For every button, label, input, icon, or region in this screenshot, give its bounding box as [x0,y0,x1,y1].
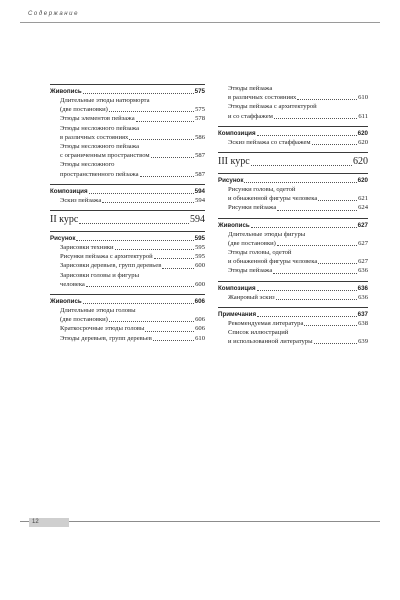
dot-leader [274,118,357,119]
entry-title-line: Этюды деревьев, групп деревьев [60,334,152,342]
section-page: 637 [357,310,368,318]
entry-page: 610 [358,94,368,102]
section-title: Композиция [218,284,256,292]
toc-left-column [50,84,205,348]
entry-title-line: Эскиз пейзажа со стаффажем [228,138,311,146]
dot-leader [76,240,193,241]
dot-leader [257,290,357,291]
course-page: 594 [190,214,205,226]
section-heading[interactable] [218,221,368,230]
toc-right-column [218,84,368,351]
entry-title-line: с ограниченным пространством [60,152,150,160]
entry-title-line: и со стаффажем [228,112,273,120]
section-heading[interactable] [50,297,205,306]
entry-title-line: Этюды пейзажа с архитектурой [228,103,317,111]
dot-leader [136,121,194,122]
dot-leader [109,111,194,112]
entry-title-line: Рисунки пейзажа [228,204,277,212]
entry-title-line: Зарисовки головы и фигуры [60,271,140,279]
dot-leader [276,299,358,300]
toc-entry[interactable] [218,185,368,203]
toc-entry[interactable] [50,243,205,252]
toc-entry[interactable] [50,114,205,123]
section-title: Рисунок [218,177,244,185]
toc-entry[interactable] [50,196,205,205]
entry-page: 610 [195,334,205,342]
toc-entry[interactable] [50,142,205,160]
entry-title-line: человека [60,280,85,288]
entry-page: 627 [358,239,368,247]
dot-leader [83,93,194,94]
section-page: 595 [194,235,205,243]
toc-section [50,294,205,343]
dot-leader [257,316,357,317]
section-heading[interactable] [218,310,368,319]
toc-entry[interactable] [50,160,205,178]
dot-leader [314,343,358,344]
toc-course-heading[interactable] [218,152,368,168]
entry-title-line: Эскиз пейзажа [60,196,102,204]
entry-title-line: и обнаженной фигуры человека [228,195,318,203]
entry-title-line: в различных состояниях [60,133,129,141]
toc-section [218,307,368,347]
toc-section [218,173,368,213]
entry-page: 587 [195,170,205,178]
section-heading[interactable] [50,234,205,243]
entry-page: 627 [358,258,368,266]
toc-course-heading[interactable] [50,210,205,226]
entry-page: 600 [195,280,205,288]
dot-leader [318,200,357,201]
dot-leader [115,249,195,250]
section-title: Композиция [50,187,88,195]
toc-entry[interactable] [50,124,205,142]
entry-title-line: пространственного пейзажа [60,170,139,178]
entry-title-line: Рисунки головы, одетой [228,186,296,194]
dot-leader [244,182,356,183]
entry-title-line: Краткосрочные этюды головы [60,325,145,333]
section-heading[interactable] [218,284,368,293]
entry-page: 636 [358,267,368,275]
dot-leader [154,258,194,259]
entry-title-line: в различных состояниях [228,94,297,102]
entry-title-line: Этюды несложного [60,161,115,169]
toc-section [50,84,205,179]
page-number: 12 [32,519,39,525]
section-page: 606 [194,298,205,306]
dot-leader [162,268,194,269]
entry-title-line: Этюды несложного пейзажа [60,143,140,151]
toc-entry[interactable] [50,271,205,289]
dot-leader [297,99,357,100]
dot-leader [86,286,194,287]
entry-page: 578 [195,115,205,123]
section-page: 636 [357,284,368,292]
course-page: 620 [353,156,368,168]
entry-page: 638 [358,319,368,327]
entry-title-line: (две постановки) [228,239,276,247]
entry-page: 636 [358,293,368,301]
toc-entry[interactable] [50,324,205,333]
section-title: Рисунок [50,235,76,243]
entry-page: 586 [195,133,205,141]
entry-page: 639 [358,338,368,346]
toc-section [218,126,368,147]
running-header: Содержание [28,11,80,17]
dot-leader [304,325,357,326]
entry-title-line: Этюды пейзажа [228,85,273,92]
entry-title-line: (две постановки) [60,106,108,114]
section-heading[interactable] [50,187,205,196]
entry-title-line: Этюды несложного пейзажа [60,124,140,132]
toc-entry[interactable] [50,96,205,114]
toc-entry[interactable] [218,293,368,302]
course-title: II курс [50,214,79,226]
entry-page: 595 [195,244,205,252]
section-title: Живопись [218,221,250,229]
toc-entry[interactable] [50,334,205,343]
entry-title-line: Жанровый эскиз [228,293,275,301]
entry-title-line: (две постановки) [60,316,108,324]
entry-page: 600 [195,262,205,270]
section-page: 620 [357,177,368,185]
entry-title-line: Длительные этюды фигуры [228,230,306,238]
dot-leader [251,165,352,166]
entry-title-line: Рисунки пейзажа с архитектурой [60,253,153,261]
toc-entry[interactable] [50,306,205,324]
entry-page: 606 [195,316,205,324]
dot-leader [89,193,194,194]
footer-rule [20,521,380,522]
toc-entry[interactable] [218,248,368,266]
dot-leader [277,245,357,246]
dot-leader [318,263,357,264]
section-page: 594 [194,187,205,195]
header-rule [20,22,380,23]
dot-leader [151,157,195,158]
toc-entry[interactable] [218,84,368,102]
toc-entry[interactable] [218,266,368,275]
entry-title-line: Зарисовки деревьев, групп деревьев [60,262,162,270]
entry-title-line: Рекомендуемая литература [228,319,304,327]
section-title: Композиция [218,129,256,137]
dot-leader [277,210,357,211]
dot-leader [145,331,194,332]
section-page: 575 [194,88,205,95]
toc-section [50,231,205,289]
entry-title-line: Список иллюстраций [228,329,289,337]
section-title: Живопись [50,298,82,306]
toc-entry[interactable] [218,138,368,147]
entry-page: 595 [195,253,205,261]
dot-leader [257,135,357,136]
toc-entry[interactable] [218,230,368,248]
entry-title-line: Этюды пейзажа [228,267,273,275]
section-title: Примечания [218,310,257,318]
entry-page: 611 [358,112,368,120]
toc-continuation [218,84,368,121]
section-heading[interactable] [50,87,205,96]
dot-leader [140,176,195,177]
toc-section [50,184,205,205]
dot-leader [79,223,189,224]
dot-leader [153,340,194,341]
section-page: 627 [357,221,368,229]
toc-entry[interactable] [218,203,368,212]
toc-entry[interactable] [218,102,368,120]
entry-title-line: Зарисовки техники [60,244,114,252]
dot-leader [129,139,194,140]
entry-page: 575 [195,106,205,114]
entry-title-line: и использованной литературы [228,338,313,346]
section-heading[interactable] [218,176,368,185]
toc-entry[interactable] [218,328,368,346]
toc-section [218,218,368,276]
dot-leader [312,144,358,145]
toc-entry[interactable] [218,319,368,328]
toc-section [218,281,368,302]
entry-page: 606 [195,325,205,333]
course-title: III курс [218,156,250,168]
entry-page: 624 [358,204,368,212]
dot-leader [273,273,357,274]
dot-leader [102,202,194,203]
section-heading[interactable] [218,129,368,138]
entry-title-line: Длительные этюды натюрморта [60,97,150,104]
toc-entry[interactable] [50,252,205,261]
entry-page: 587 [195,152,205,160]
entry-title-line: Этюды элементов пейзажа [60,115,135,123]
section-page: 620 [357,129,368,137]
entry-title-line: и обнаженной фигуры человека [228,258,318,266]
entry-title-line: Длительные этюды головы [60,307,136,315]
entry-page: 620 [358,138,368,146]
entry-page: 621 [358,195,368,203]
dot-leader [83,303,194,304]
dot-leader [109,321,194,322]
section-title: Живопись [50,88,82,95]
dot-leader [251,227,357,228]
entry-title-line: Этюды головы, одетой [228,249,292,257]
entry-page: 594 [195,196,205,204]
toc-entry[interactable] [50,261,205,270]
